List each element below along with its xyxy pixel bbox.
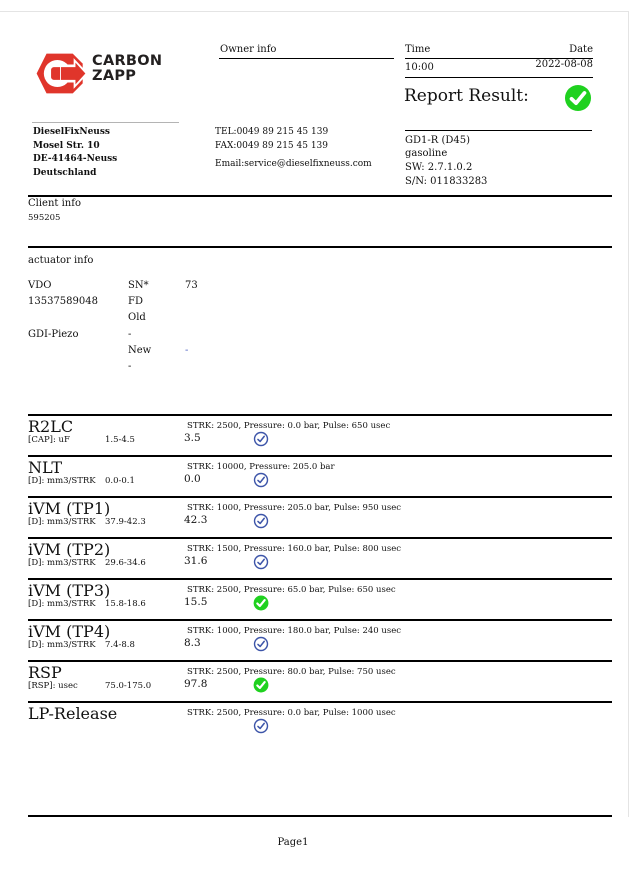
test-status-icon — [253, 431, 269, 447]
client-info-label: Client info — [28, 198, 81, 209]
test-unit: [CAP]: uF — [28, 435, 70, 445]
test-name: iVM (TP1) — [28, 499, 111, 518]
test-value: 8.3 — [184, 637, 201, 649]
owner-address — [33, 126, 117, 180]
check-circle-green-icon — [253, 595, 269, 611]
owner-address-line: Deutschland — [33, 167, 97, 178]
actuator-row — [28, 312, 428, 328]
test-condition: STRK: 2500, Pressure: 0.0 bar, Pulse: 650 usec — [187, 421, 391, 431]
owner-address-line: DieselFixNeuss — [33, 127, 110, 137]
device-sn: S/N: 011833283 — [405, 175, 488, 187]
actuator-col1: 13537589048 — [28, 296, 98, 308]
actuator-row — [28, 280, 428, 296]
client-info-value: 595205 — [28, 213, 61, 223]
actuator-col2: - — [128, 360, 132, 372]
owner-address-line: DE-41464-Neuss — [33, 154, 118, 164]
test-row-ivm-tp2 — [28, 537, 612, 580]
test-unit: [D]: mm3/STRK — [28, 599, 96, 609]
actuator-row — [28, 345, 428, 361]
test-condition: STRK: 2500, Pressure: 0.0 bar, Pulse: 1000 usec — [187, 708, 396, 718]
test-unit: [D]: mm3/STRK — [28, 476, 96, 486]
fax-line: FAX:0049 89 215 45 139 — [215, 140, 329, 151]
test-name: R2LC — [28, 417, 74, 436]
test-range: 1.5-4.5 — [105, 435, 135, 445]
test-row-r2lc — [28, 414, 612, 457]
check-circle-blue-icon — [253, 554, 269, 570]
test-unit: [D]: mm3/STRK — [28, 517, 96, 527]
test-unit: [RSP]: usec — [28, 681, 78, 691]
test-row-rsp — [28, 660, 612, 703]
owner-address-line: Mosel Str. 10 — [33, 140, 100, 151]
report-result-check-icon — [564, 84, 592, 112]
address-topline — [32, 122, 179, 123]
time-date-header — [405, 44, 593, 55]
device-divider — [405, 130, 592, 131]
client-section-rule — [28, 195, 612, 197]
actuator-col2: FD — [128, 296, 143, 308]
report-result-label: Report Result: — [404, 86, 529, 106]
test-range: 29.6-34.6 — [105, 558, 146, 568]
actuator-col2: SN* — [128, 280, 149, 291]
footer-rule — [28, 815, 612, 817]
device-fuel: gasoline — [405, 148, 448, 159]
actuator-col2: Old — [128, 312, 146, 324]
test-row-lp-release — [28, 701, 612, 744]
check-circle-blue-icon — [253, 636, 269, 652]
test-name: iVM (TP4) — [28, 622, 111, 641]
test-unit: [D]: mm3/STRK — [28, 640, 96, 650]
actuator-col1: GDI-Piezo — [28, 328, 79, 340]
carbon-zapp-logo-icon — [33, 50, 89, 101]
test-condition: STRK: 1000, Pressure: 180.0 bar, Pulse: 240 usec — [187, 626, 402, 636]
actuator-col1: VDO — [28, 280, 52, 291]
brand-line2: ZAPP — [92, 68, 137, 84]
test-value: 0.0 — [184, 473, 201, 485]
owner-info-underline — [219, 58, 394, 59]
test-name: LP-Release — [28, 704, 118, 723]
actuator-row — [28, 361, 428, 377]
test-value: 31.6 — [184, 555, 208, 567]
test-value: 3.5 — [184, 432, 201, 444]
page-number: Page1 — [277, 837, 309, 848]
test-status-icon — [253, 513, 269, 529]
test-range: 15.8-18.6 — [105, 599, 146, 609]
time-label: Time — [405, 44, 431, 55]
actuator-section-rule — [28, 246, 612, 248]
test-value: 42.3 — [184, 514, 208, 526]
check-circle-blue-icon — [253, 513, 269, 529]
test-unit: [D]: mm3/STRK — [28, 558, 96, 568]
check-circle-blue-icon — [253, 718, 269, 734]
report-result-pass-icon — [564, 84, 592, 112]
device-info — [405, 134, 487, 187]
test-name: iVM (TP2) — [28, 540, 111, 559]
time-row-divider — [405, 77, 593, 78]
check-circle-blue-icon — [253, 472, 269, 488]
test-name: iVM (TP3) — [28, 581, 111, 600]
test-range: 37.9-42.3 — [105, 517, 146, 527]
time-value: 10:00 — [405, 62, 434, 73]
test-row-ivm-tp3 — [28, 578, 612, 621]
email-line: Email:service@dieselfixneuss.com — [215, 159, 372, 169]
actuator-table — [28, 280, 428, 377]
test-condition: STRK: 1000, Pressure: 205.0 bar, Pulse: 950 usec — [187, 503, 402, 513]
owner-info-label: Owner info — [220, 44, 277, 55]
actuator-col3: 73 — [185, 280, 198, 291]
owner-contact — [215, 126, 372, 172]
test-status-icon — [253, 718, 269, 734]
test-range: 7.4-8.8 — [105, 640, 135, 650]
date-label: Date — [569, 44, 593, 55]
test-status-icon — [253, 677, 269, 693]
test-status-icon — [253, 636, 269, 652]
test-value: 15.5 — [184, 596, 208, 608]
test-status-icon — [253, 472, 269, 488]
actuator-row — [28, 329, 428, 345]
actuator-row — [28, 296, 428, 312]
actuator-col2: - — [128, 328, 132, 340]
test-row-ivm-tp4 — [28, 619, 612, 662]
test-value: 97.8 — [184, 678, 208, 690]
test-condition: STRK: 10000, Pressure: 205.0 bar — [187, 462, 335, 472]
test-row-ivm-tp1 — [28, 496, 612, 539]
test-condition: STRK: 1500, Pressure: 160.0 bar, Pulse: 800 usec — [187, 544, 402, 554]
test-condition: STRK: 2500, Pressure: 80.0 bar, Pulse: 750 usec — [187, 667, 396, 677]
date-value: 2022-08-08 — [535, 59, 593, 70]
test-range: 75.0-175.0 — [105, 681, 152, 691]
device-model: GD1-R (D45) — [405, 135, 470, 146]
test-status-icon — [253, 595, 269, 611]
test-range: 0.0-0.1 — [105, 476, 135, 486]
check-circle-blue-icon — [253, 431, 269, 447]
test-row-nlt — [28, 455, 612, 498]
brand-line1: CARBON — [92, 53, 163, 69]
brand-wordmark — [92, 54, 162, 84]
tel-line: TEL:0049 89 215 45 139 — [215, 127, 329, 137]
actuator-col2: New — [128, 344, 152, 356]
actuator-col3: - — [185, 344, 189, 356]
actuator-info-label: actuator info — [28, 255, 94, 266]
test-condition: STRK: 2500, Pressure: 65.0 bar, Pulse: 650 usec — [187, 585, 396, 595]
check-circle-green-icon — [253, 677, 269, 693]
test-name: NLT — [28, 458, 62, 477]
device-sw: SW: 2.7.1.0.2 — [405, 162, 473, 173]
test-name: RSP — [28, 663, 62, 682]
test-status-icon — [253, 554, 269, 570]
